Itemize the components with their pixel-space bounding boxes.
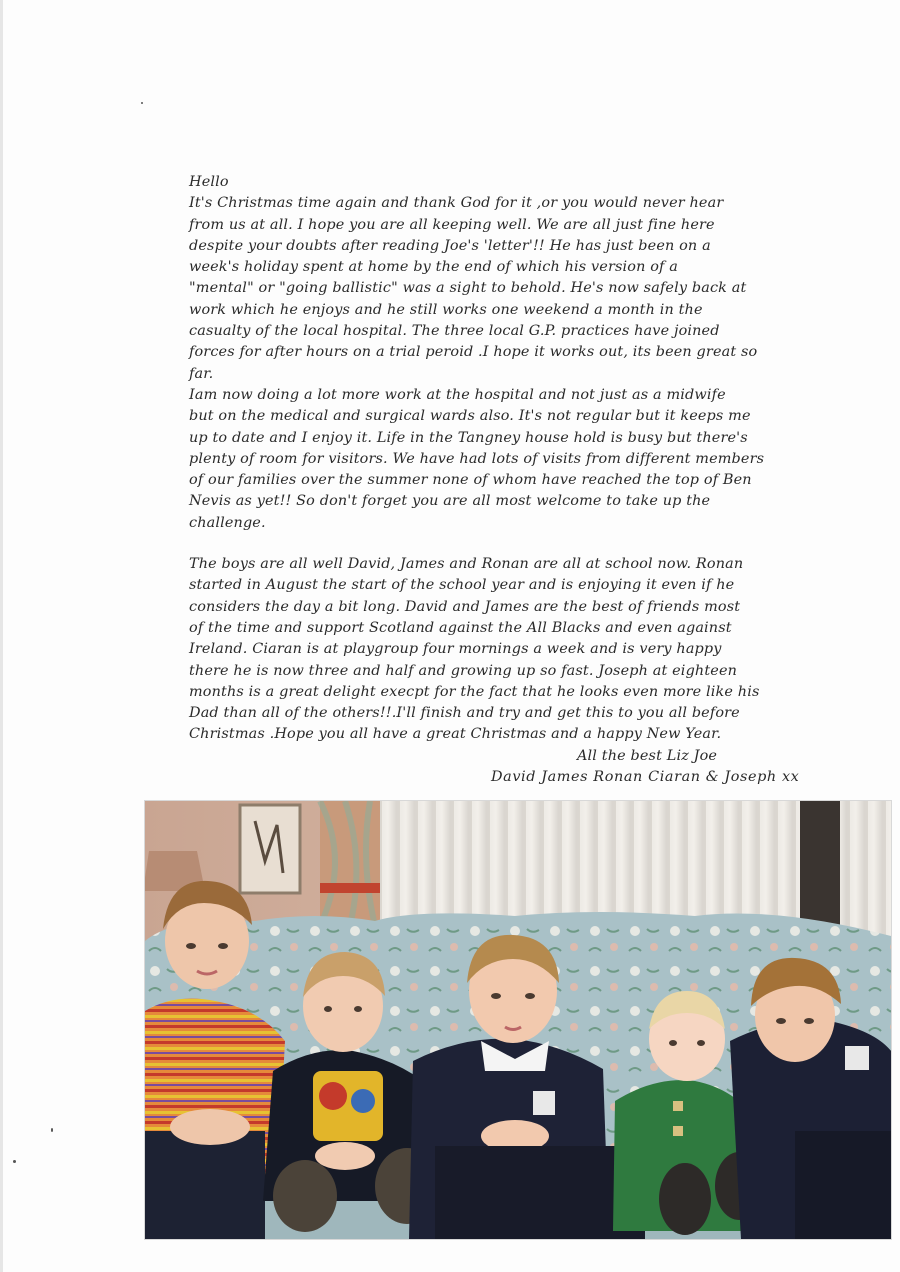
scan-speck — [141, 102, 143, 104]
letter-line: week's holiday spent at home by the end of which his version of a — [189, 259, 678, 276]
letter-line: there he is now three and half and growing up so fast. Joseph at eighteen — [189, 662, 738, 679]
letter-line: far. — [189, 365, 214, 382]
letter-line: started in August the start of the school year and is enjoying it even if he — [189, 577, 735, 594]
letter-line: It's Christmas time again and thank God for it ,or you would never hear — [189, 195, 724, 212]
letter-line: "mental" or "going ballistic" was a sight to behold. He's now safely back at — [189, 280, 747, 297]
letter-line: up to date and I enjoy it. Life in the Tangney house hold is busy but there's — [189, 429, 748, 446]
letter-signature-names: David James Ronan Ciaran & Joseph xx — [491, 769, 800, 786]
letter-line: Dad than all of the others!!.I'll finish and try and get this to you all before — [189, 705, 740, 722]
letter-line: forces for after hours on a trial peroid .I hope it works out, its been great so — [189, 344, 758, 361]
letter-line: challenge. — [189, 514, 266, 531]
letter-line: The boys are all well David, James and Ronan are all at school now. Ronan — [189, 556, 744, 573]
letter-line: Nevis as yet!! So don't forget you are all most welcome to take up the — [189, 493, 711, 510]
letter-line: of the time and support Scotland against the All Blacks and even against — [189, 619, 732, 636]
letter-line: considers the day a bit long. David and James are the best of friends most — [189, 598, 741, 615]
letter-line: Ireland. Ciaran is at playgroup four mornings a week and is very happy — [189, 641, 722, 658]
letter-line: of our families over the summer none of whom have reached the top of Ben — [189, 472, 752, 489]
letter-body — [189, 172, 849, 788]
family-photo — [145, 801, 891, 1239]
letter-line: Iam now doing a lot more work at the hospital and not just as a midwife — [189, 386, 726, 403]
letter-line: work which he enjoys and he still works one weekend a month in the — [189, 301, 703, 318]
scan-speck — [13, 1160, 16, 1163]
letter-line: but on the medical and surgical wards also. It's not regular but it keeps me — [189, 408, 751, 425]
letter-line: months is a great delight execpt for the fact that he looks even more like his — [189, 683, 760, 700]
letter-line: casualty of the local hospital. The three local G.P. practices have joined — [189, 323, 720, 340]
letter-line: Christmas .Hope you all have a great Christmas and a happy New Year. — [189, 726, 722, 743]
letter-signoff: All the best Liz Joe — [577, 747, 718, 764]
paragraph-gap — [189, 534, 849, 554]
scan-speck — [51, 1128, 53, 1132]
letter-greeting: Hello — [189, 174, 229, 190]
letter-line: despite your doubts after reading Joe's 'letter'!! He has just been on a — [189, 237, 711, 254]
letter-line: from us at all. I hope you are all keeping well. We are all just fine here — [189, 216, 715, 233]
letter-line: plenty of room for visitors. We have had lots of visits from different members — [189, 450, 765, 467]
